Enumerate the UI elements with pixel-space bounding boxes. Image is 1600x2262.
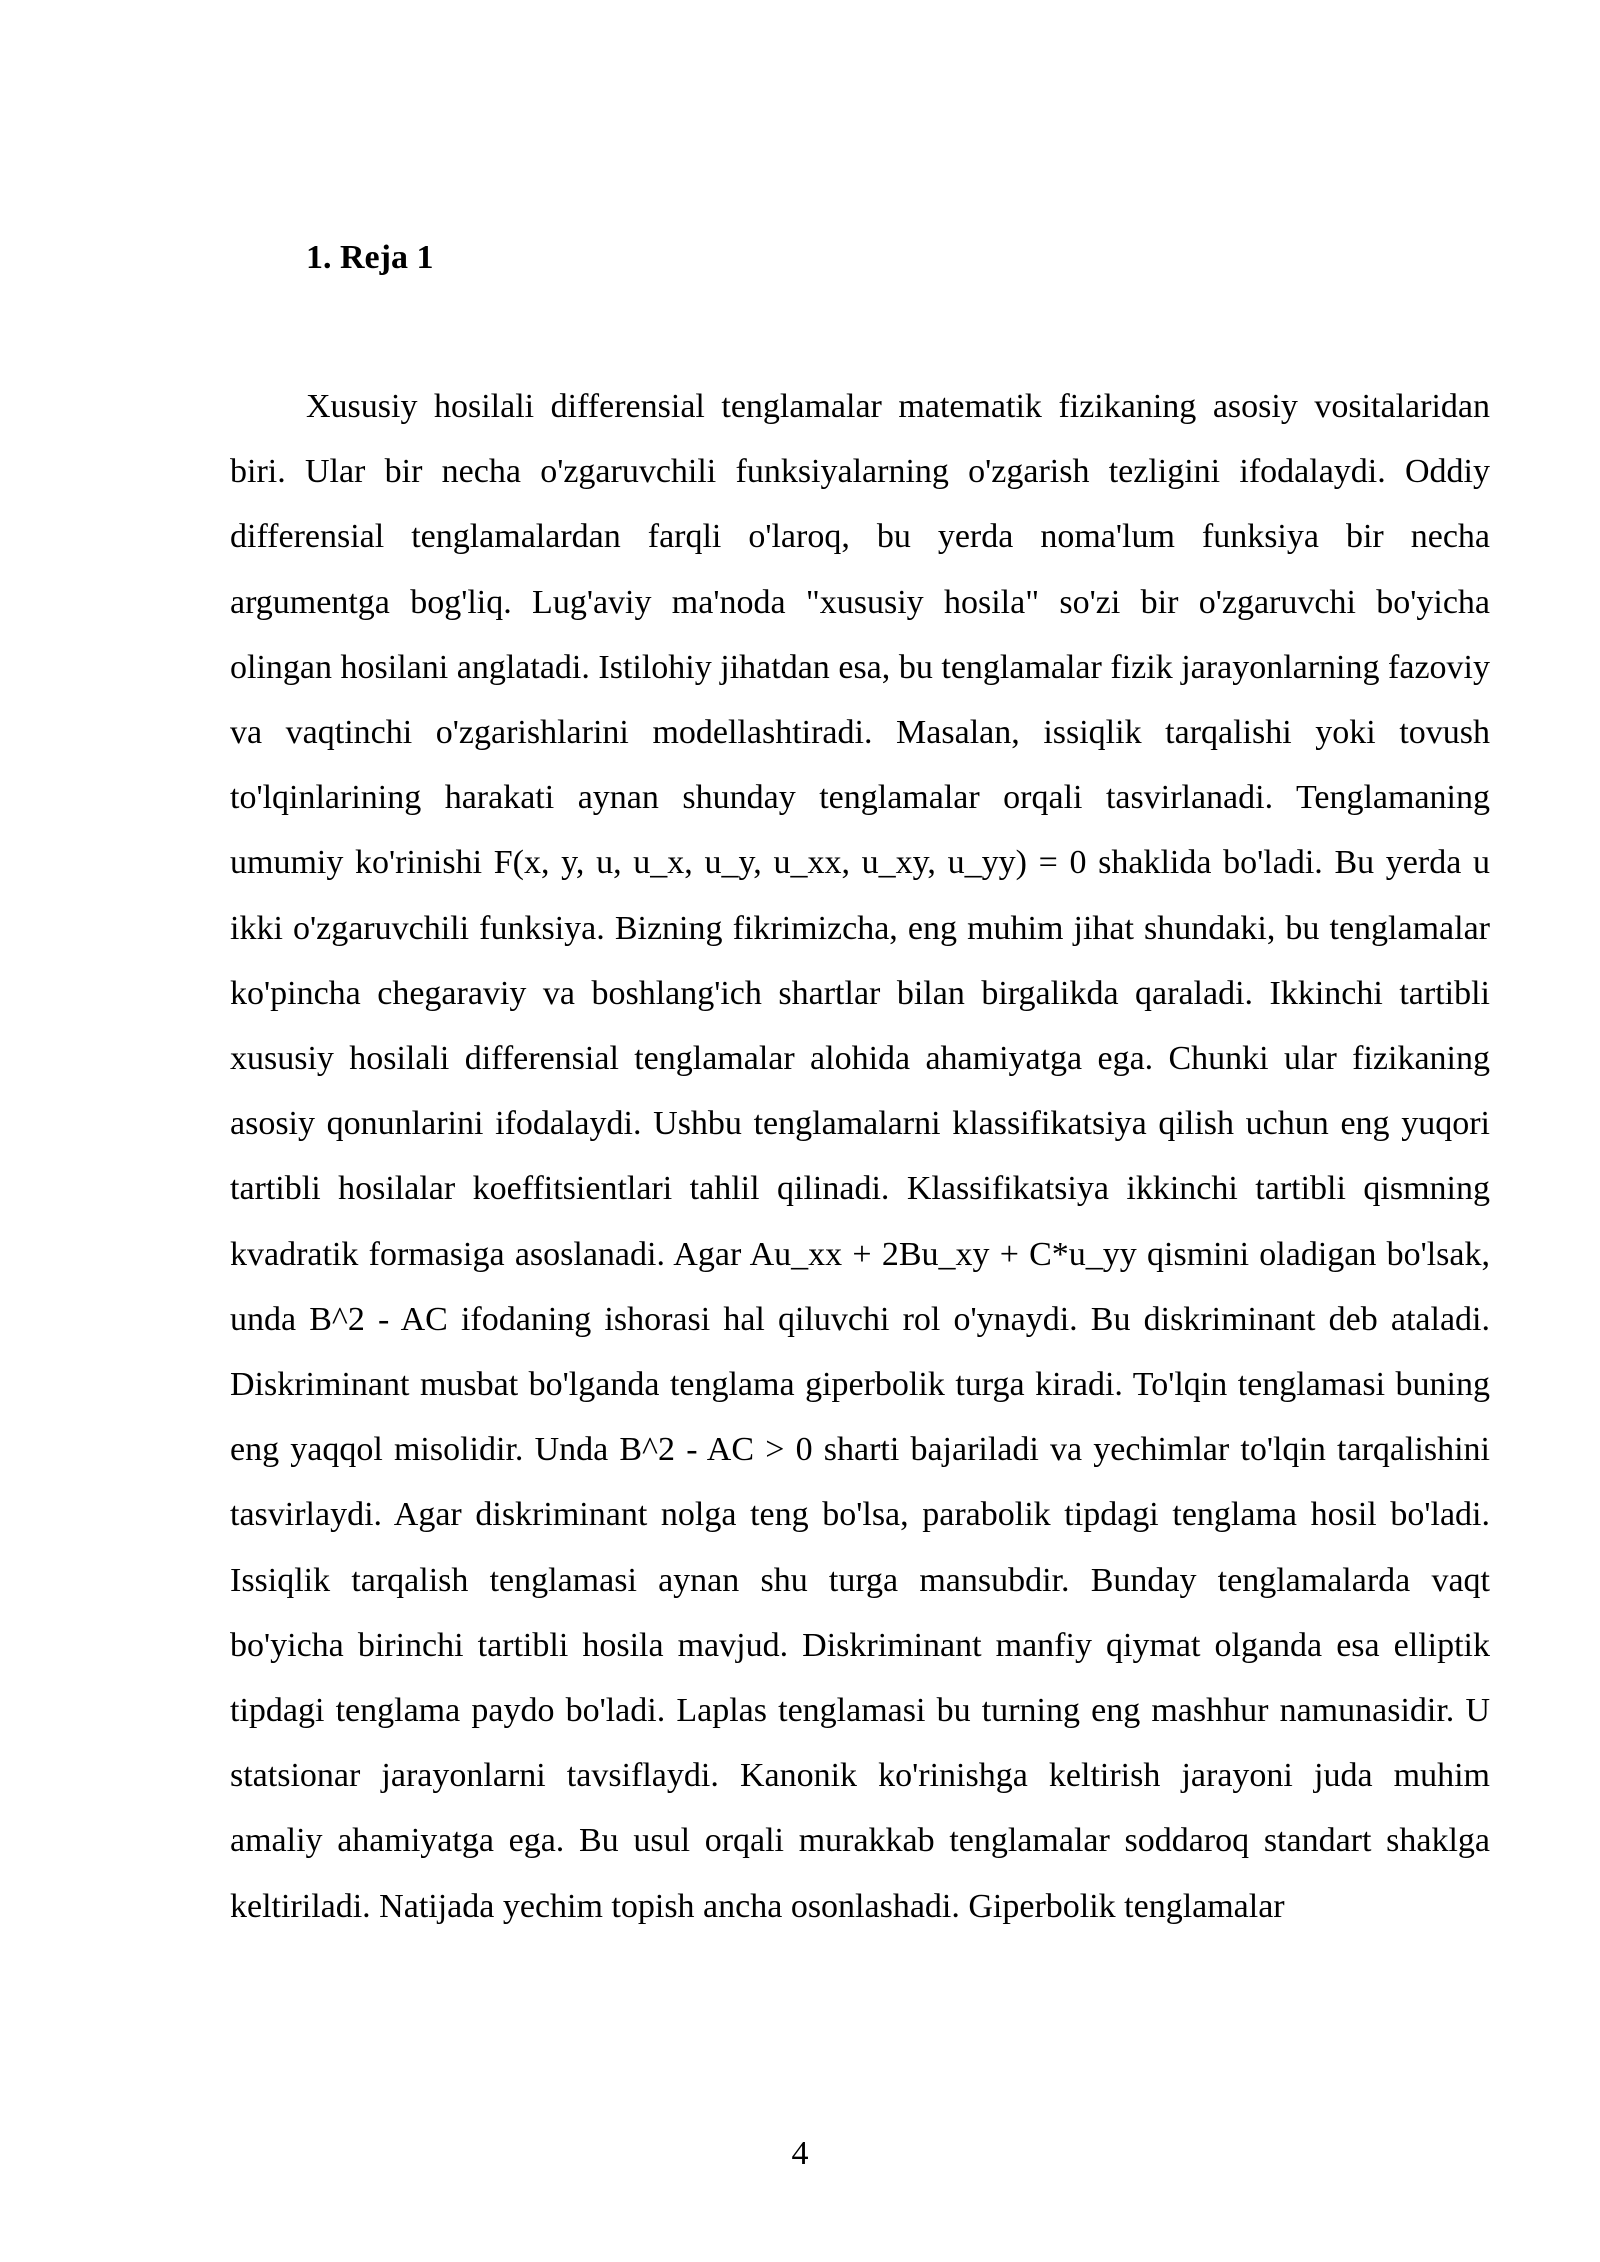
page-number: 4 bbox=[791, 2135, 809, 2172]
section-heading: 1. Reja 1 bbox=[306, 239, 434, 276]
body-paragraph: Xususiy hosilali differensial tenglamalar matematik fizikaning asosiy vositalaridan biri. Ular bir necha o'zgaruvchili funksiyalarning o'zgarish tezligini ifodalaydi. Oddiy differensial tenglamalardan farqli o'laroq, bu yerda noma'lum funksiya bir necha argumentga bog'liq. Lug'aviy ma'noda "xususiy hosila" so'zi bir o'zgaruvchi bo'yicha olingan hosilani anglatadi. Istilohiy jihatdan esa, bu tenglamalar fizik jarayonlarning fazoviy va vaqtinchi o'zgarishlarini modellashtiradi. Masalan, issiqlik tarqalishi yoki tovush to'lqinlarining harakati aynan shunday tenglamalar orqali tasvirlanadi. Tenglamaning umumiy ko'rinishi F(x, y, u, u_x, u_y, u_xx, u_xy, u_yy) = 0 shaklida bo'ladi. Bu yerda u ikki o'zgaruvchili funksiya. Bizning fikrimizcha, eng muhim jihat shundaki, bu tenglamalar ko'pincha chegaraviy va boshlang'ich shartlar bilan birgalikda qaraladi. Ikkinchi tartibli xususiy hosilali differensial tenglamalar alohida ahamiyatga ega. Chunki ular fizikaning asosiy qonunlarini ifodalaydi. Ushbu tenglamalarni klassifikatsiya qilish uchun eng yuqori tartibli hosilalar koeffitsientlari tahlil qilinadi. Klassifikatsiya ikkinchi tartibli qismning kvadratik formasiga asoslanadi. Agar Au_xx + 2Bu_xy + C*u_yy qismini oladigan bo'lsak, unda B^2 - AC ifodaning ishorasi hal qiluvchi rol o'ynaydi. Bu diskriminant deb ataladi. Diskriminant musbat bo'lganda tenglama giperbolik turga kiradi. To'lqin tenglamasi buning eng yaqqol misolidir. Unda B^2 - AC > 0 sharti bajariladi va yechimlar to'lqin tarqalishini tasvirlaydi. Agar diskriminant nolga teng bo'lsa, parabolik tipdagi tenglama hosil bo'ladi. Issiqlik tarqalish tenglamasi aynan shu turga mansubdir. Bunday tenglamalarda vaqt bo'yicha birinchi tartibli hosila mavjud. Diskriminant manfiy qiymat olganda esa elliptik tipdagi tenglama paydo bo'ladi. Laplas tenglamasi bu turning eng mashhur namunasidir. U statsionar jarayonlarni tavsiflaydi. Kanonik ko'rinishga keltirish jarayoni juda muhim amaliy ahamiyatga ega. Bu usul orqali murakkab tenglamalar soddaroq standart shaklga keltiriladi. Natijada yechim topish ancha osonlashadi. Giperbolik tenglamalar bbox=[230, 388, 1490, 1925]
